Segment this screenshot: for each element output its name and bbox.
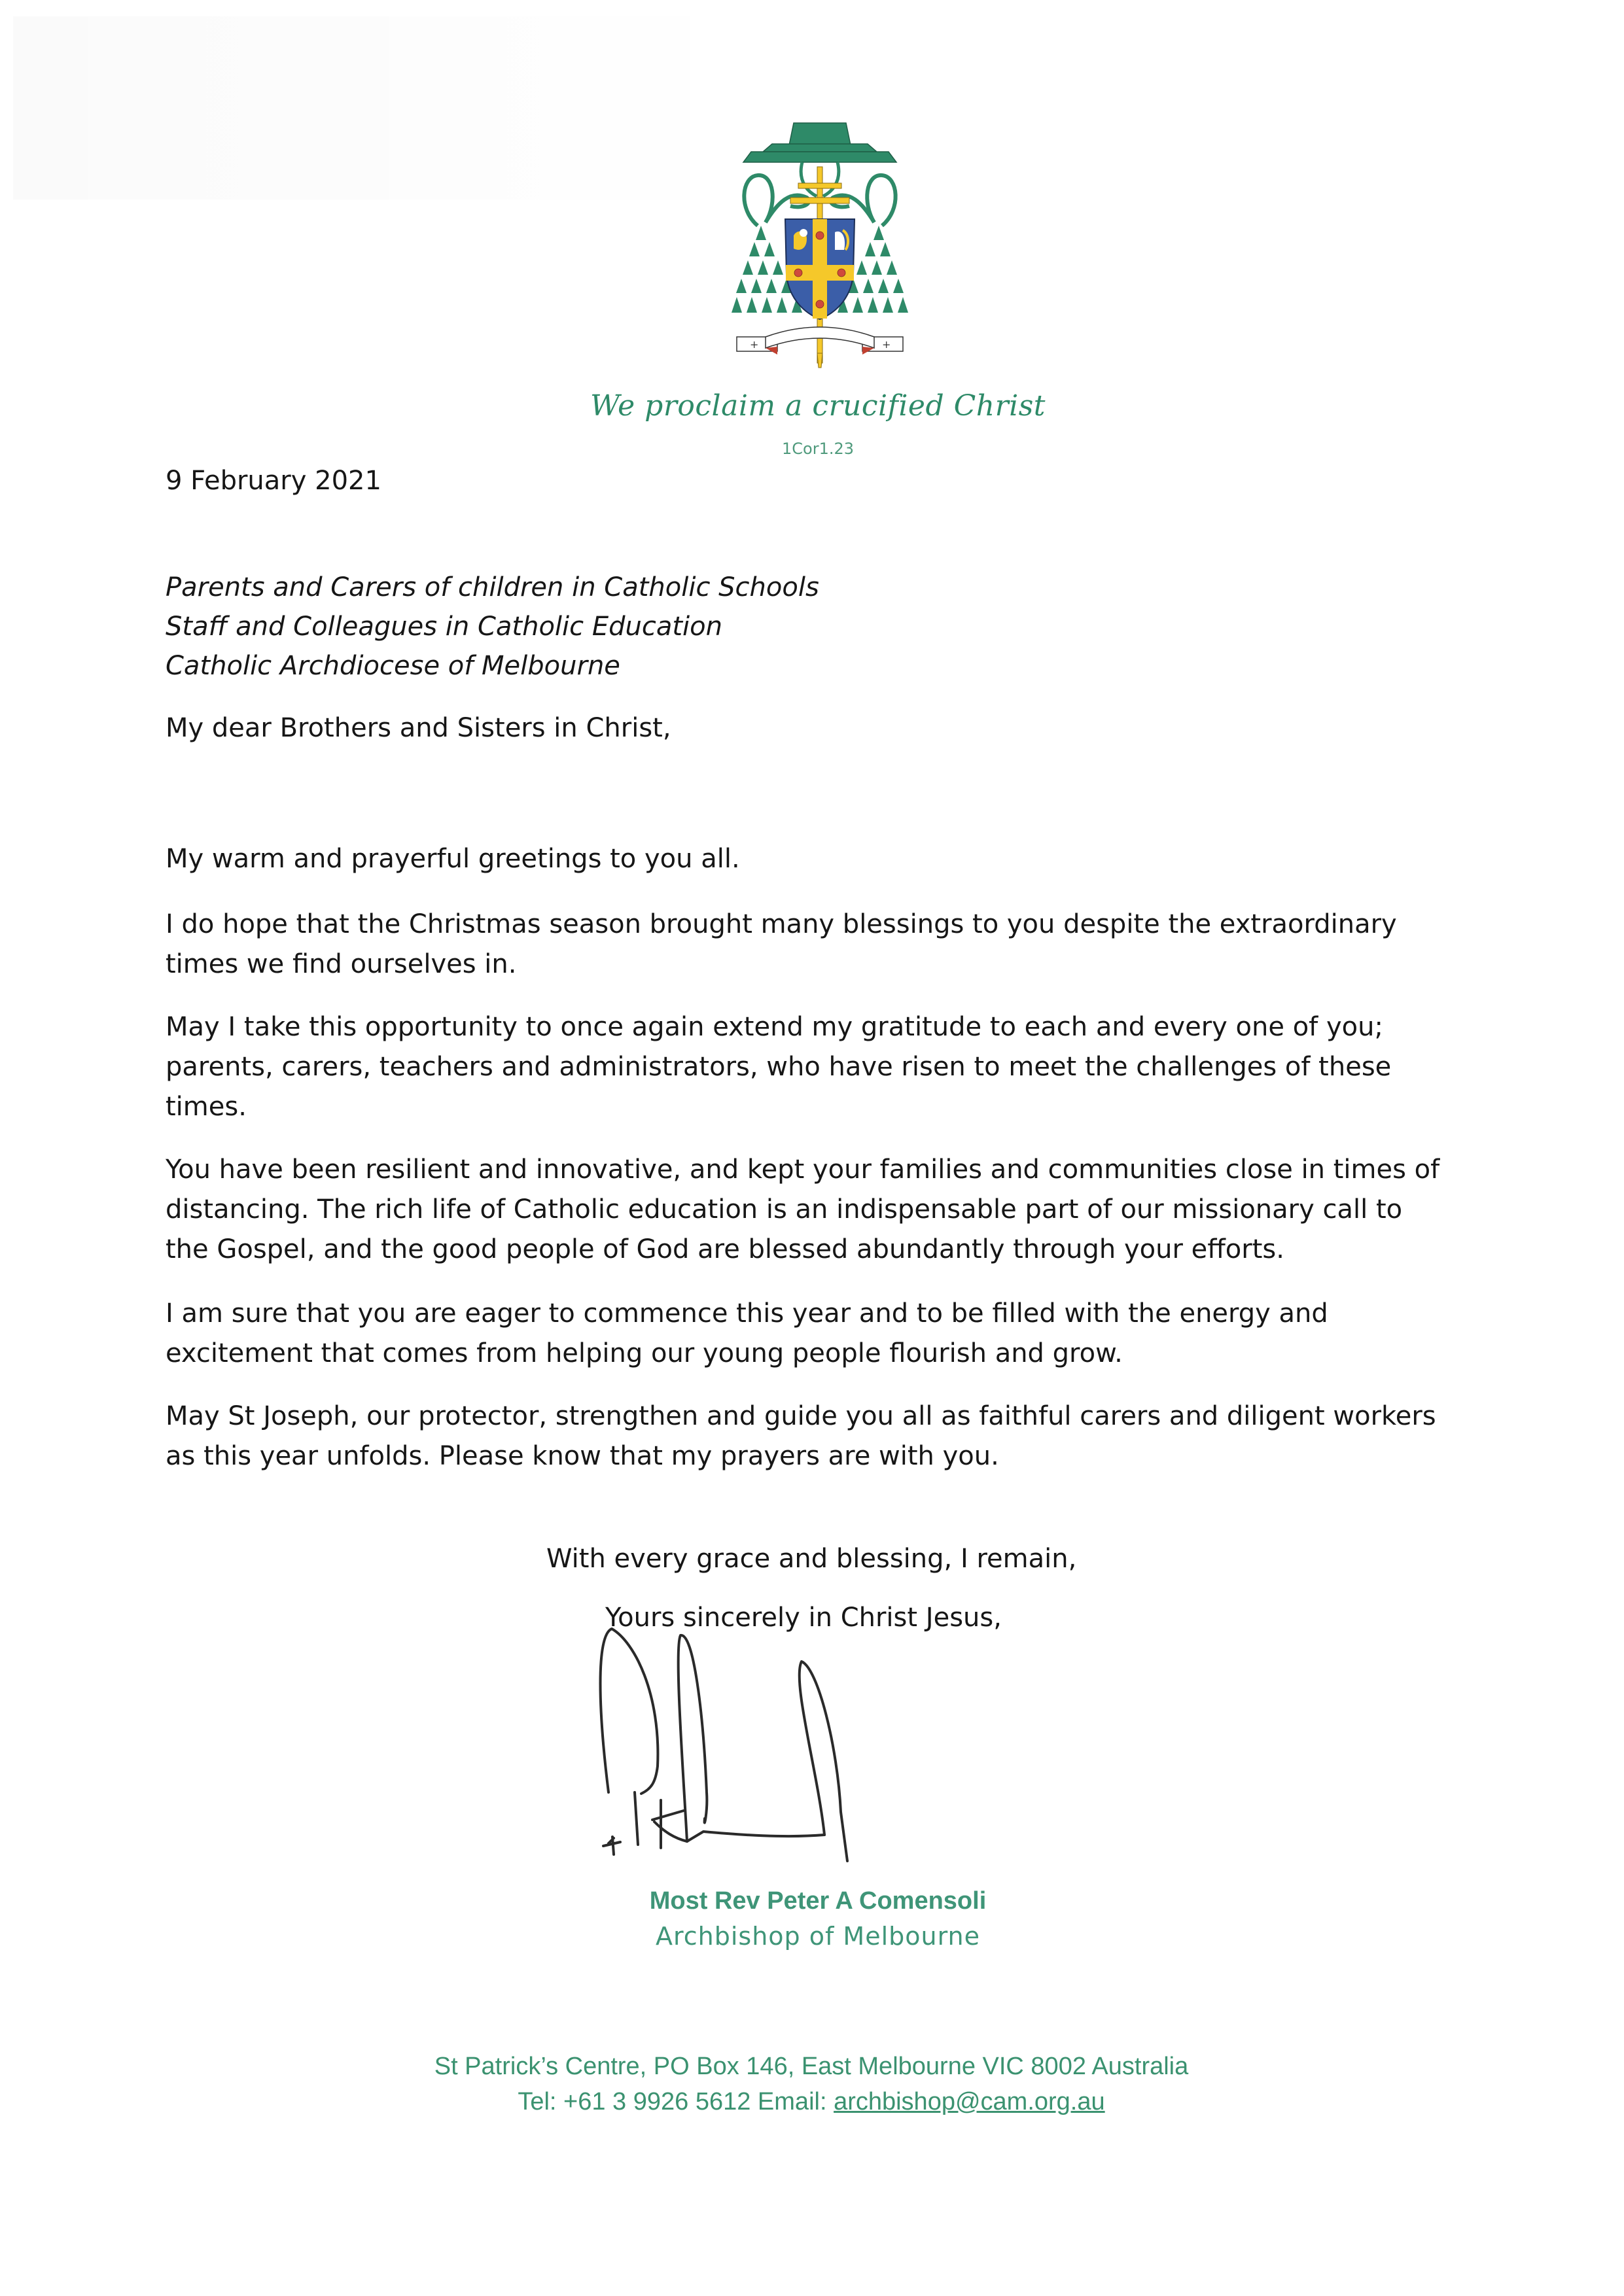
motto-reference: 1Cor1.23: [781, 440, 854, 458]
handwritten-signature: [569, 1616, 988, 1877]
svg-text:+: +: [882, 338, 891, 351]
body-paragraph: I do hope that the Christmas season brought many blessings to you despite the extraordinary times we find ourselves in.: [166, 909, 1397, 979]
salutation: My dear Brothers and Sisters in Christ,: [166, 713, 671, 743]
signer-name: Most Rev Peter A Comensoli: [649, 1887, 987, 1915]
signer-title: Archbishop of Melbourne: [655, 1922, 981, 1951]
footer-tel: Tel: +61 3 9926 5612 Email:: [518, 2088, 834, 2115]
recipient-block: [166, 568, 819, 686]
body-paragraph: You have been resilient and innovative, and kept your families and communities close in times of distancing. The rich life of Catholic education is an indispensable part of our missionary call to the Gospel, and the good people of God are blessed abundantly through your efforts.: [166, 1155, 1440, 1264]
email-link[interactable]: archbishop@cam.org.au: [834, 2088, 1105, 2115]
footer-contact: [327, 2088, 1296, 2116]
letterhead-motto: We proclaim a crucified Christ: [590, 389, 1046, 423]
body-paragraph: May I take this opportunity to once again extend my gratitude to each and every one of you; parents, carers, teachers and administrators, who have risen to meet the challenges of these times.: [166, 1012, 1392, 1122]
recipient-line: Catholic Archdiocese of Melbourne: [166, 651, 620, 681]
body-paragraph: I am sure that you are eager to commence this year and to be filled with the energy and excitement that comes from helping our young people flourish and grow.: [166, 1298, 1328, 1368]
svg-text:+: +: [750, 338, 759, 351]
closing-line: With every grace and blessing, I remain,: [546, 1544, 1077, 1574]
letter-date: 9 February 2021: [166, 466, 381, 496]
body-paragraph: May St Joseph, our protector, strengthen and guide you all as faithful carers and diligent workers as this year unfolds. Please know that my prayers are with you.: [166, 1401, 1436, 1471]
footer-address: St Patrick’s Centre, PO Box 146, East Melbourne VIC 8002 Australia: [434, 2053, 1189, 2080]
scan-shadow: [13, 16, 766, 200]
recipient-line: Staff and Colleagues in Catholic Education: [166, 612, 722, 642]
valediction: Yours sincerely in Christ Jesus,: [605, 1603, 1002, 1633]
body-paragraph: My warm and prayerful greetings to you all.: [166, 844, 740, 874]
coat-of-arms-icon: [725, 111, 915, 370]
recipient-line: Parents and Carers of children in Catholic Schools: [166, 572, 819, 602]
